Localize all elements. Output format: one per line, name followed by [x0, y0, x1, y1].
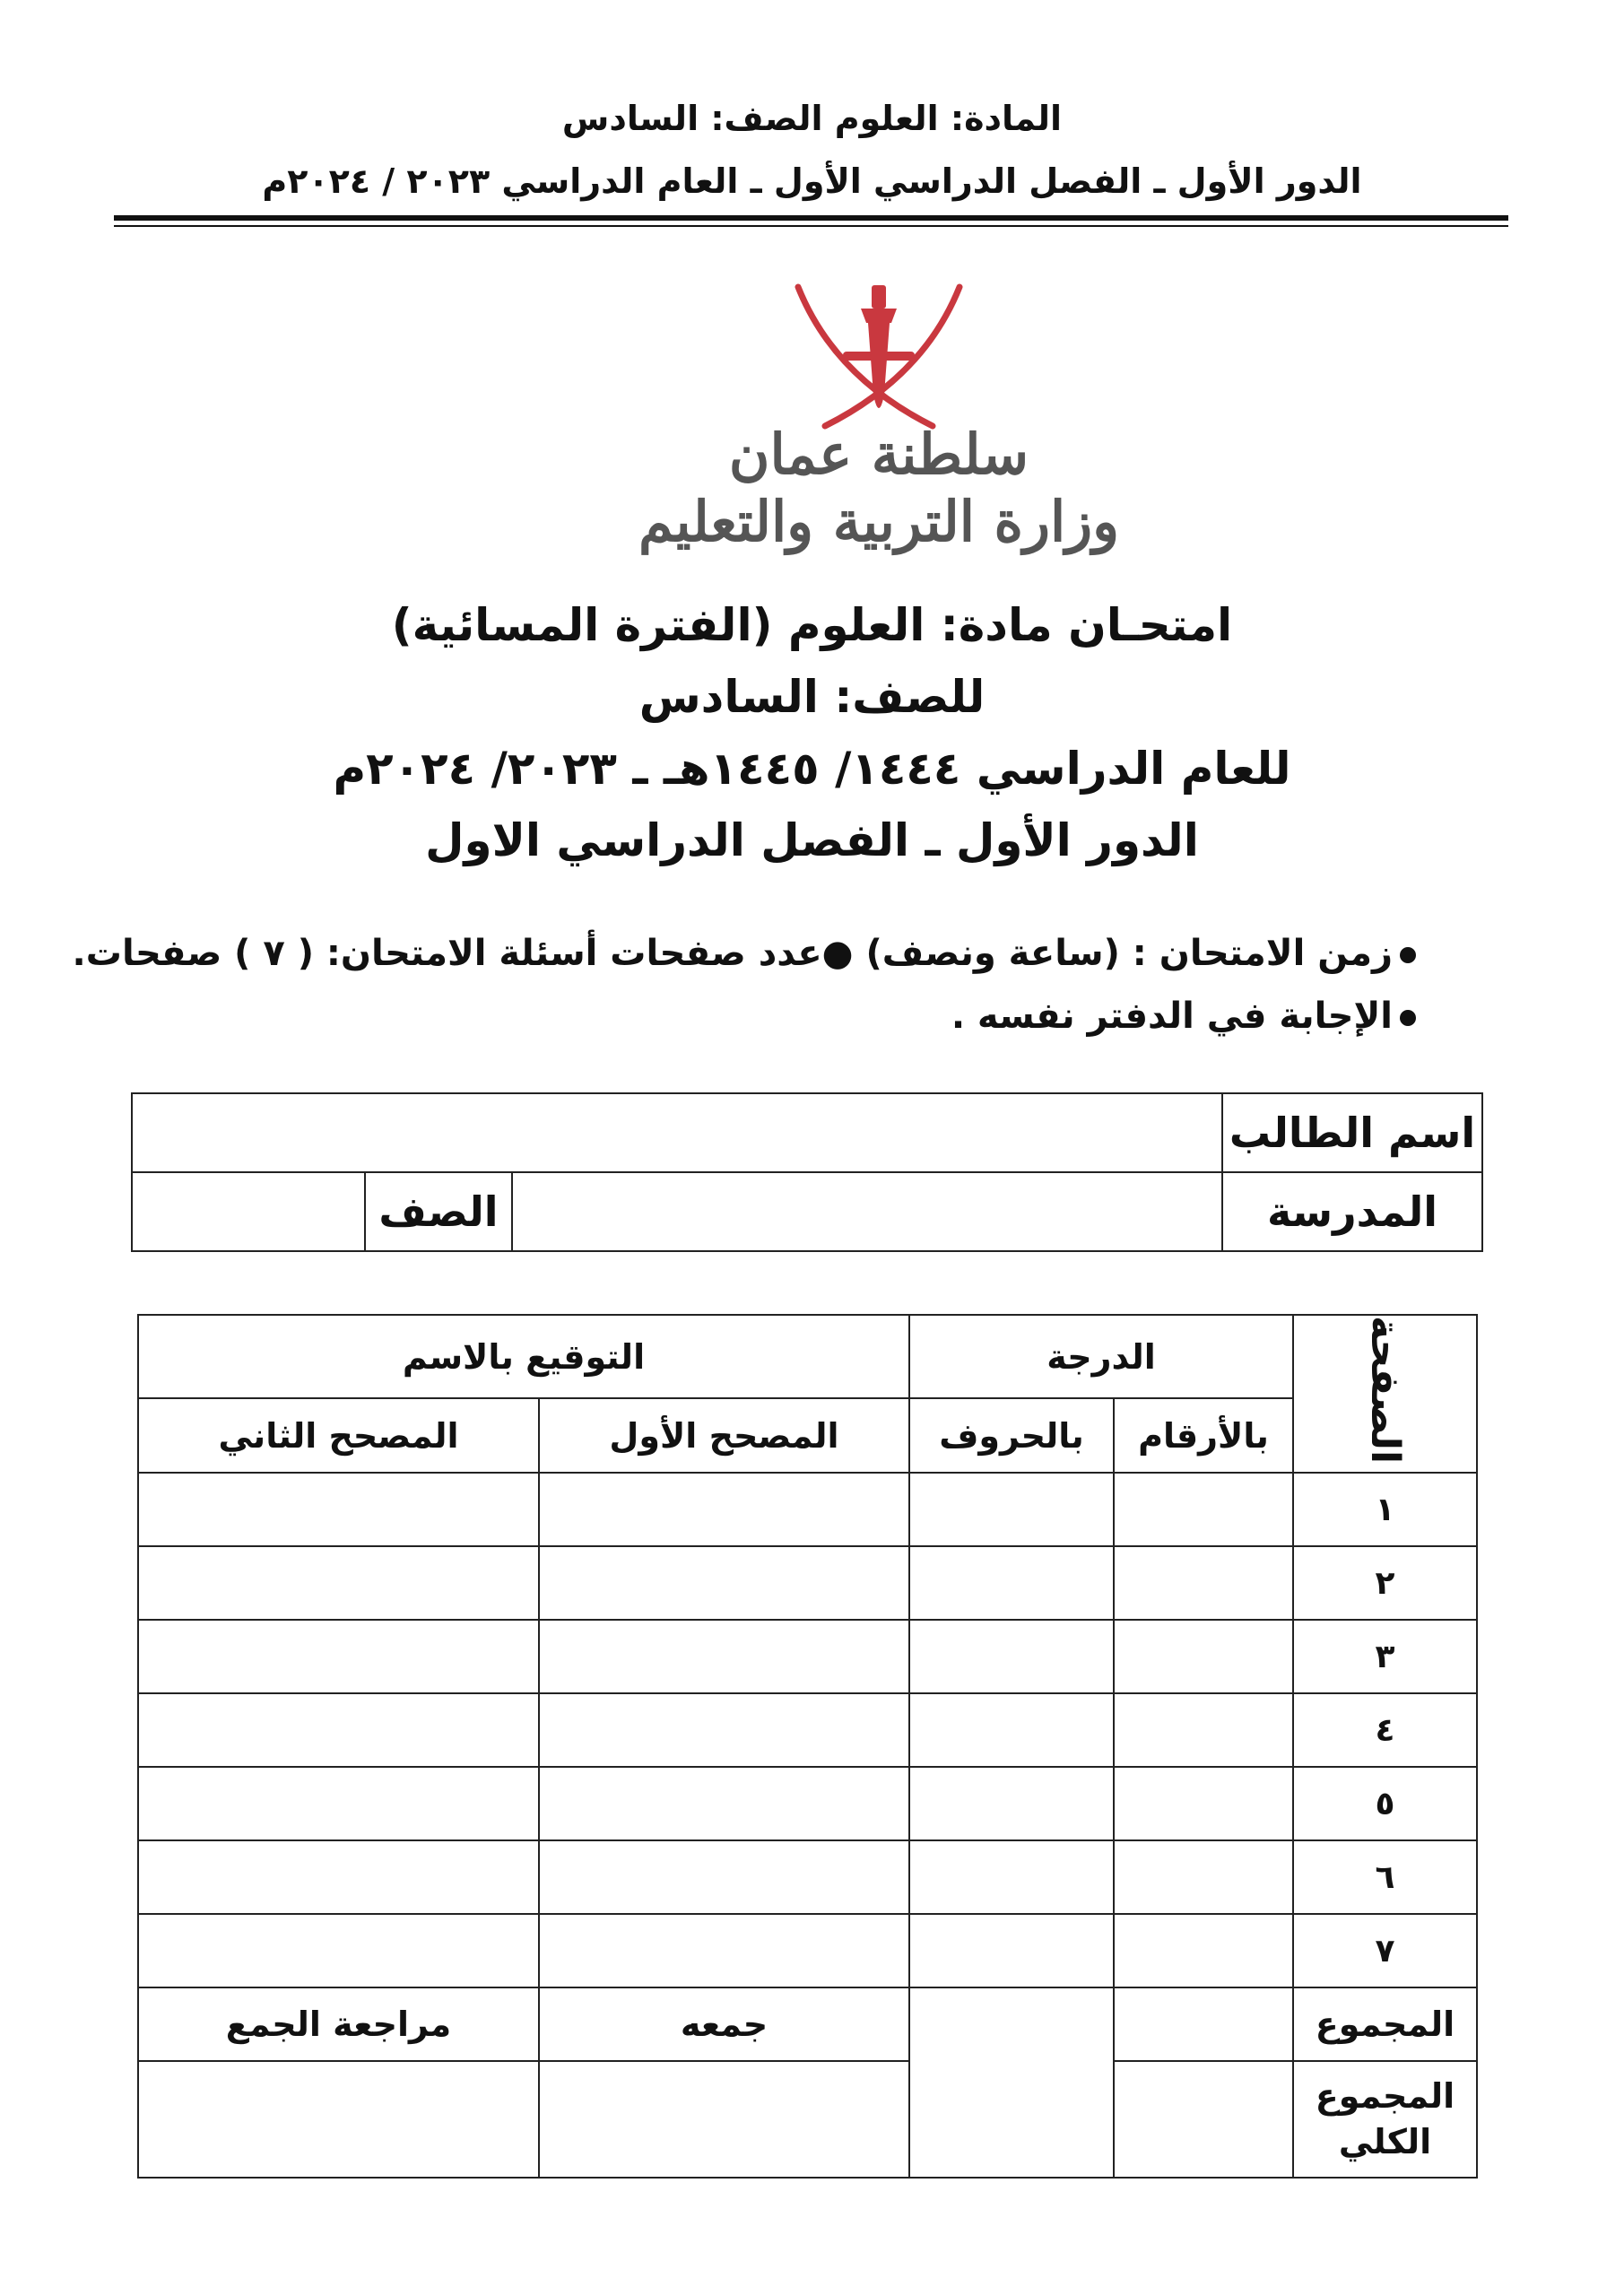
header-divider-thin — [114, 225, 1508, 227]
table-row — [138, 1840, 1477, 1914]
first-corrector-cell[interactable] — [539, 1473, 909, 1546]
table-row — [138, 1914, 1477, 1987]
page-number: ٥ — [1293, 1767, 1477, 1840]
first-corrector-cell[interactable] — [539, 1546, 909, 1620]
second-corrector-cell[interactable] — [138, 1693, 539, 1767]
class-field[interactable] — [132, 1172, 365, 1251]
second-corrector-cell[interactable] — [138, 1914, 539, 1987]
summed-by-cell[interactable] — [539, 2061, 909, 2178]
exam-academic-year: للعام الدراسي ١٤٤٤/ ١٤٤٥هـ ـ ٢٠٢٣/ ٢٠٢٤م — [333, 743, 1291, 795]
exam-grade: للصف: السادس — [638, 671, 986, 723]
first-corrector-header: المصحح الأول — [539, 1398, 909, 1473]
page-number: ١ — [1293, 1473, 1477, 1546]
grade-numbers-cell[interactable] — [1114, 1620, 1293, 1693]
emblem-calligraphy-ministry: وزارة التربية والتعليم — [638, 489, 1120, 554]
student-info-table — [131, 1092, 1483, 1252]
grade-letters-cell[interactable] — [909, 1546, 1114, 1620]
first-corrector-cell[interactable] — [539, 1620, 909, 1693]
note-answer-in-booklet: الإجابة في الدفتر نفسه . — [951, 996, 1416, 1037]
second-corrector-cell[interactable] — [138, 1840, 539, 1914]
page-number: ٣ — [1293, 1620, 1477, 1693]
grade-header: الدرجة — [909, 1315, 1293, 1398]
first-corrector-cell[interactable] — [539, 1767, 909, 1840]
table-row — [138, 1767, 1477, 1840]
grade-letters-cell[interactable] — [909, 1914, 1114, 1987]
second-corrector-header: المصحح الثاني — [138, 1398, 539, 1473]
page-column-header: الصفحة — [1293, 1315, 1477, 1473]
grade-numbers-cell[interactable] — [1114, 1546, 1293, 1620]
second-corrector-cell[interactable] — [138, 1767, 539, 1840]
signature-header: التوقيع بالاسم — [138, 1315, 909, 1398]
second-corrector-cell[interactable] — [138, 1546, 539, 1620]
school-field[interactable] — [512, 1172, 1222, 1251]
note-exam-time: زمن الامتحان : (ساعة ونصف) ●عدد صفحات أسئلة الامتحان: ( ٧ ) صفحات. — [73, 933, 1416, 974]
total-letters-cell[interactable] — [909, 1987, 1114, 2178]
bullet-icon — [1400, 947, 1416, 963]
emblem-calligraphy-sultanate: سلطنة عمان — [728, 422, 1029, 487]
grade-numbers-cell[interactable] — [1114, 1767, 1293, 1840]
total-label: المجموع — [1293, 1987, 1477, 2061]
table-row — [138, 1546, 1477, 1620]
table-row — [138, 1693, 1477, 1767]
table-row — [138, 1620, 1477, 1693]
page-number: ٤ — [1293, 1693, 1477, 1767]
page-number: ٧ — [1293, 1914, 1477, 1987]
grade-letters-cell[interactable] — [909, 1840, 1114, 1914]
table-row — [138, 1473, 1477, 1546]
exam-term: الدور الأول ـ الفصل الدراسي الاول — [425, 814, 1199, 866]
grade-letters-cell[interactable] — [909, 1473, 1114, 1546]
grand-total-label: المجموع الكلي — [1293, 2061, 1477, 2178]
school-label: المدرسة — [1222, 1172, 1482, 1251]
grade-numbers-cell[interactable] — [1114, 1914, 1293, 1987]
grade-numbers-cell[interactable] — [1114, 1840, 1293, 1914]
total-numbers-cell[interactable] — [1114, 1987, 1293, 2061]
summed-by-label: جمعه — [539, 1987, 909, 2061]
grades-table — [137, 1314, 1478, 2179]
grade-letters-cell[interactable] — [909, 1620, 1114, 1693]
second-corrector-cell[interactable] — [138, 1473, 539, 1546]
header-divider-thick — [114, 215, 1508, 221]
page-number: ٢ — [1293, 1546, 1477, 1620]
grand-total-numbers-cell[interactable] — [1114, 2061, 1293, 2178]
first-corrector-cell[interactable] — [539, 1840, 909, 1914]
bullet-icon — [1400, 1010, 1416, 1026]
grade-letters-cell[interactable] — [909, 1693, 1114, 1767]
page-number: ٦ — [1293, 1840, 1477, 1914]
sum-review-cell[interactable] — [138, 2061, 539, 2178]
student-name-label: اسم الطالب — [1222, 1093, 1482, 1172]
grade-numbers-cell[interactable] — [1114, 1693, 1293, 1767]
class-label: الصف — [365, 1172, 512, 1251]
grade-letters-cell[interactable] — [909, 1767, 1114, 1840]
header-subject-grade: المادة: العلوم الصف: السادس — [561, 99, 1063, 138]
first-corrector-cell[interactable] — [539, 1914, 909, 1987]
grade-numbers-cell[interactable] — [1114, 1473, 1293, 1546]
grade-in-letters-header: بالحروف — [909, 1398, 1114, 1473]
first-corrector-cell[interactable] — [539, 1693, 909, 1767]
exam-title: امتحـان مادة: العلوم (الفترة المسائية) — [391, 599, 1233, 651]
sum-review-label: مراجعة الجمع — [138, 1987, 539, 2061]
student-name-field[interactable] — [132, 1093, 1222, 1172]
grade-in-numbers-header: بالأرقام — [1114, 1398, 1293, 1473]
header-term-year: الدور الأول ـ الفصل الدراسي الأول ـ العام الدراسي ٢٠٢٣ / ٢٠٢٤م — [262, 161, 1362, 201]
second-corrector-cell[interactable] — [138, 1620, 539, 1693]
